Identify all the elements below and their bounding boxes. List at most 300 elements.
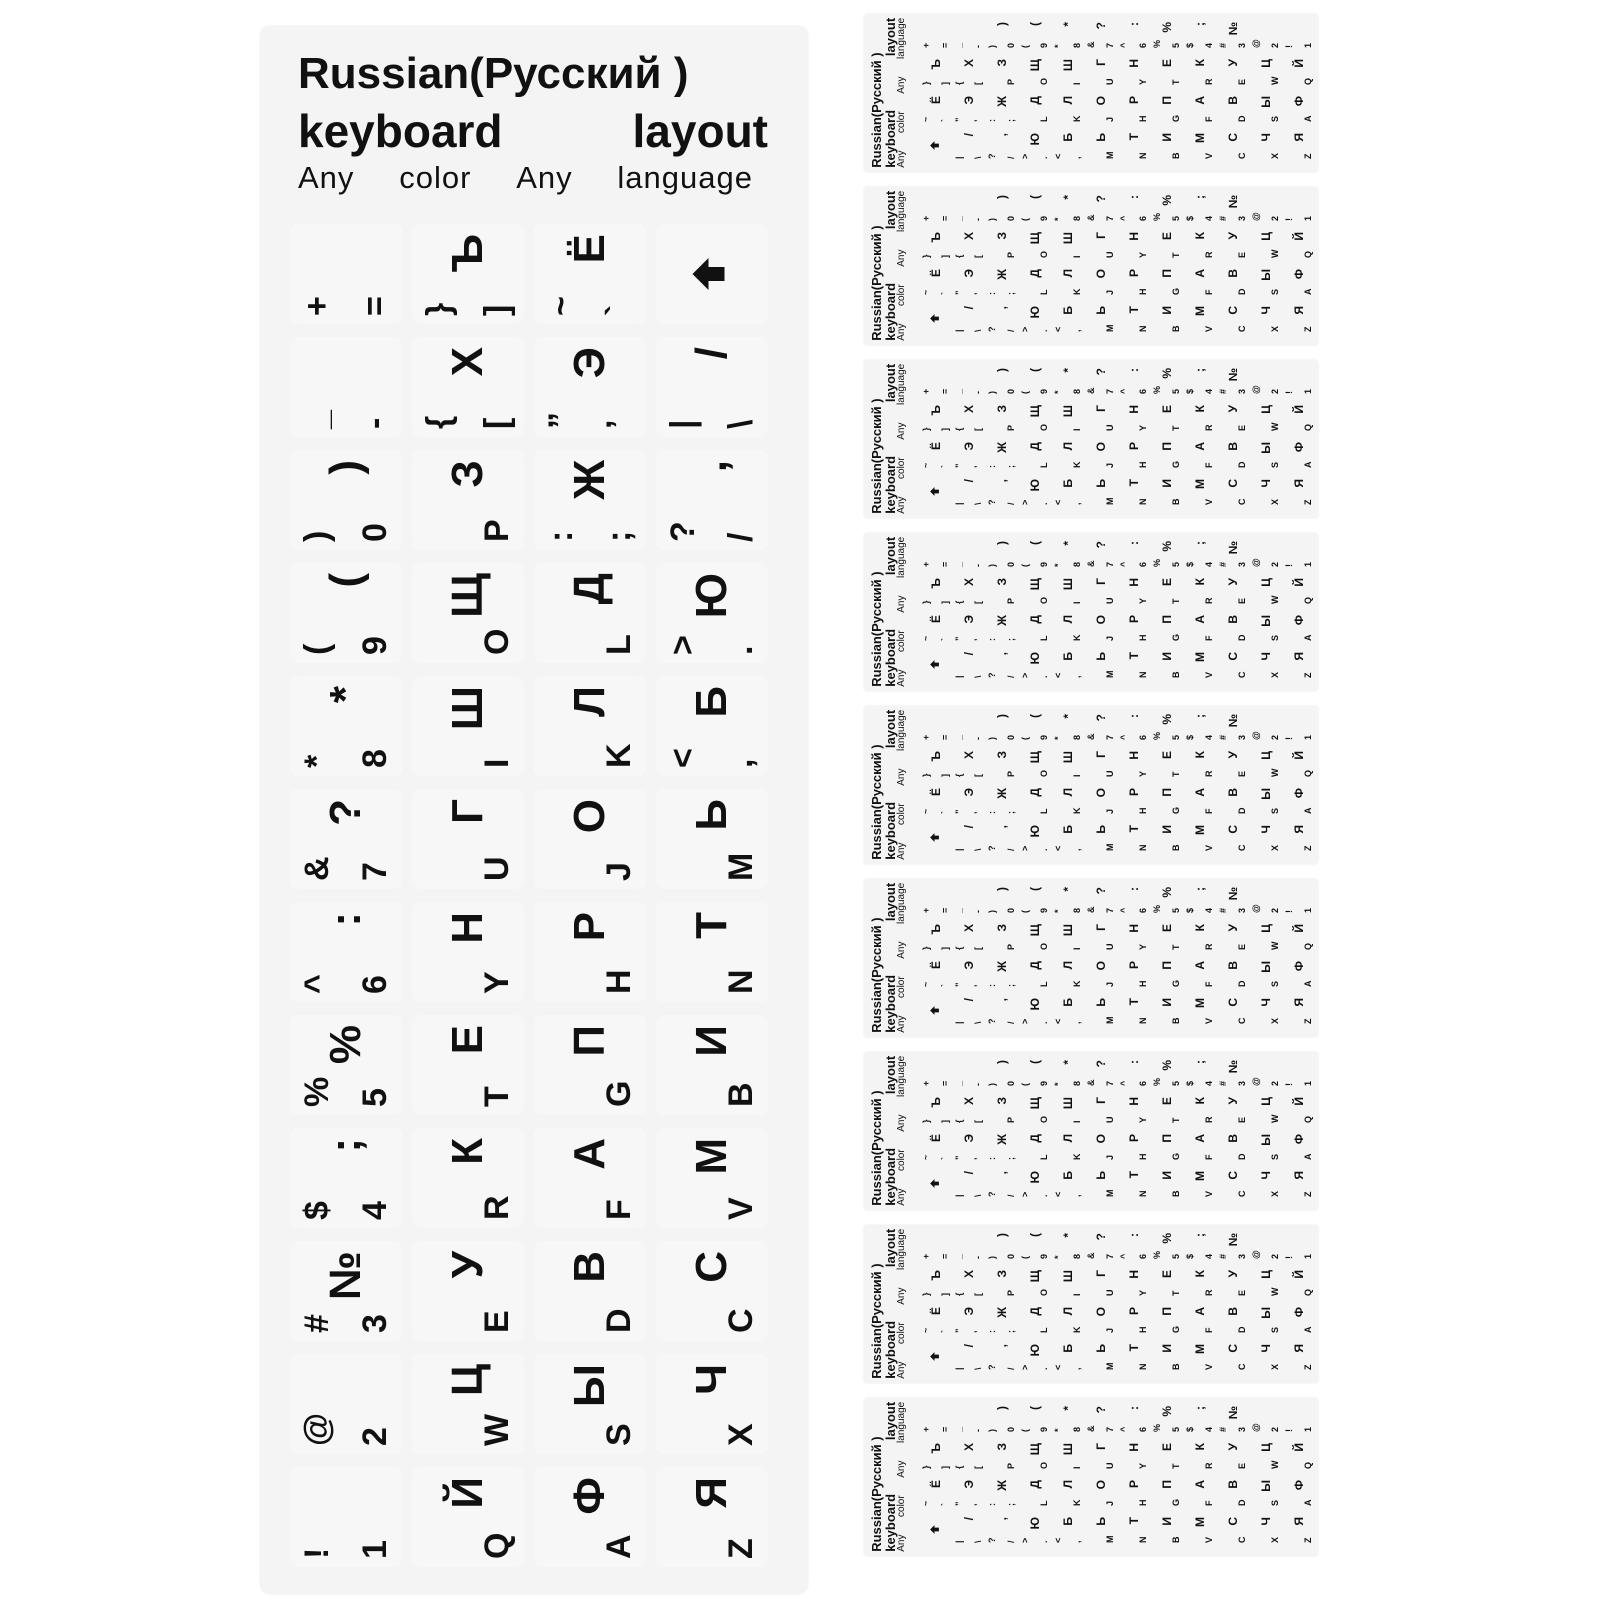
small-key-face bbox=[1218, 131, 1248, 161]
small-key bbox=[1052, 883, 1084, 917]
small-key bbox=[1217, 710, 1249, 744]
small-key-cyrillic: Р bbox=[1127, 788, 1141, 797]
small-key-cyrillic: Ц bbox=[1259, 1443, 1273, 1452]
small-key bbox=[1151, 18, 1183, 52]
small-title-line-1: Russian(Русский ) bbox=[869, 398, 884, 514]
small-key-cyrillic: В bbox=[1226, 961, 1240, 970]
small-key-latin: J bbox=[1105, 1154, 1115, 1160]
small-key-cyrillic: Е bbox=[1160, 924, 1174, 933]
small-key-face bbox=[987, 1132, 1017, 1162]
small-key-shift-symbol: ? bbox=[987, 499, 997, 505]
small-key-cyrillic: О bbox=[1094, 96, 1108, 106]
small-key-latin: 6 bbox=[1138, 388, 1148, 394]
small-key-cyrillic: Ю bbox=[1028, 998, 1042, 1011]
small-title-line-2 bbox=[884, 1402, 898, 1552]
small-key-cyrillic: ) bbox=[995, 714, 1009, 718]
small-key bbox=[920, 1476, 952, 1510]
small-key-latin: X bbox=[1270, 1363, 1280, 1370]
small-key bbox=[1118, 648, 1150, 682]
small-key-shift-symbol: ^ bbox=[1119, 907, 1129, 913]
small-key-latin: 8 bbox=[1072, 907, 1082, 913]
small-key-face bbox=[1119, 786, 1149, 816]
large-key-latin: S bbox=[600, 1423, 638, 1446]
small-key-face bbox=[1218, 20, 1248, 50]
small-key-latin: P bbox=[1006, 943, 1016, 950]
small-key bbox=[1085, 1229, 1117, 1263]
small-key-face bbox=[1020, 823, 1050, 853]
small-key-latin: Z bbox=[1303, 153, 1313, 159]
small-key-latin: 2 bbox=[1270, 907, 1280, 913]
small-key-shift-symbol: } bbox=[921, 1292, 931, 1296]
large-key-cyrillic: Й bbox=[443, 1477, 492, 1509]
small-key-cyrillic: Ц bbox=[1259, 1270, 1273, 1279]
small-key bbox=[986, 1130, 1018, 1164]
small-key-latin: C bbox=[1237, 1536, 1247, 1543]
small-key-cyrillic: Ё bbox=[929, 96, 943, 105]
large-key-latin: 0 bbox=[356, 523, 394, 542]
small-key-shift-symbol: > bbox=[1020, 326, 1030, 332]
small-key-cyrillic: Б bbox=[1061, 479, 1075, 488]
small-key-face bbox=[1053, 749, 1083, 779]
small-key-face bbox=[1152, 539, 1182, 569]
small-key-latin: ; bbox=[1006, 1330, 1016, 1333]
small-key bbox=[953, 574, 985, 608]
small-key-latin: S bbox=[1270, 1499, 1280, 1506]
small-key bbox=[986, 611, 1018, 645]
small-key-cyrillic: , bbox=[995, 825, 1009, 829]
small-key-latin: ; bbox=[1006, 1503, 1016, 1506]
small-key-cyrillic: О bbox=[1094, 269, 1108, 279]
title-color: color bbox=[399, 160, 472, 195]
small-key-latin: 0 bbox=[1006, 1253, 1016, 1259]
small-key-face bbox=[921, 1478, 951, 1508]
small-title-word: Any bbox=[896, 323, 908, 341]
small-key-face bbox=[1251, 885, 1281, 915]
small-key-latin: 7 bbox=[1105, 907, 1115, 913]
small-key bbox=[1118, 1167, 1150, 1201]
small-key-cyrillic: С bbox=[1226, 1171, 1240, 1180]
small-key-shift-symbol: $ bbox=[1185, 215, 1195, 221]
small-key-latin: H bbox=[1138, 115, 1148, 122]
small-key bbox=[1118, 475, 1150, 509]
small-key-face bbox=[1185, 267, 1215, 297]
small-key-shift-symbol: : bbox=[987, 638, 997, 641]
small-key-face bbox=[921, 94, 951, 124]
small-key-latin: , bbox=[1072, 156, 1082, 159]
small-title-word: Any bbox=[896, 941, 908, 959]
small-key-cyrillic: Д bbox=[1028, 615, 1042, 624]
small-key bbox=[920, 302, 952, 336]
small-key bbox=[1118, 1303, 1150, 1337]
small-key bbox=[1052, 648, 1084, 682]
small-key bbox=[1184, 574, 1216, 608]
small-key bbox=[1283, 1513, 1315, 1547]
small-key-latin: Z bbox=[1303, 1364, 1313, 1370]
small-key bbox=[1283, 265, 1315, 299]
small-key-latin: 8 bbox=[1072, 215, 1082, 221]
small-key-cyrillic: Ч bbox=[1259, 479, 1273, 488]
small-key bbox=[1250, 92, 1282, 126]
small-key bbox=[1118, 438, 1150, 472]
small-key bbox=[1118, 1130, 1150, 1164]
small-title-word: color bbox=[896, 457, 908, 480]
small-key-latin: / bbox=[1006, 1367, 1016, 1370]
small-key-latin: T bbox=[1171, 1117, 1181, 1123]
small-key-latin: L bbox=[1039, 1500, 1049, 1506]
small-key-latin: 7 bbox=[1105, 1426, 1115, 1432]
large-sticker-sheet bbox=[260, 26, 808, 1594]
small-key-face bbox=[1284, 539, 1314, 569]
small-key-face bbox=[954, 94, 984, 124]
small-key-face bbox=[1152, 1169, 1182, 1199]
large-key-face bbox=[662, 337, 762, 437]
small-key-latin: T bbox=[1171, 771, 1181, 777]
small-key-face bbox=[1284, 1169, 1314, 1199]
small-key bbox=[1151, 648, 1183, 682]
small-key bbox=[1118, 537, 1150, 571]
small-key bbox=[1184, 302, 1216, 336]
small-key-face bbox=[1284, 786, 1314, 816]
small-key-face bbox=[1086, 959, 1116, 989]
large-key-cyrillic: Щ bbox=[443, 573, 492, 618]
small-key bbox=[1283, 302, 1315, 336]
small-key-cyrillic: Т bbox=[1127, 479, 1141, 487]
small-key-face bbox=[1218, 1305, 1248, 1335]
small-key-face bbox=[1053, 267, 1083, 297]
small-key-face bbox=[954, 996, 984, 1026]
arrow-up-icon bbox=[929, 131, 943, 161]
small-key-latin: F bbox=[1204, 1500, 1214, 1506]
small-key-face bbox=[1053, 230, 1083, 260]
small-key-face bbox=[1218, 1441, 1248, 1471]
small-key-face bbox=[1086, 131, 1116, 161]
small-key-cyrillic: Ы bbox=[1259, 269, 1273, 281]
small-key bbox=[986, 1056, 1018, 1090]
small-key bbox=[1019, 1167, 1051, 1201]
small-key-cyrillic: Г bbox=[1094, 751, 1108, 758]
small-key-latin: Z bbox=[1303, 499, 1313, 505]
small-key bbox=[986, 883, 1018, 917]
small-key-latin: G bbox=[1171, 1325, 1181, 1333]
small-key-shift-symbol: $ bbox=[1185, 388, 1195, 394]
small-key-latin: 1 bbox=[1303, 42, 1313, 48]
small-key-cyrillic: ? bbox=[1094, 1060, 1108, 1068]
small-key-latin: ` bbox=[940, 1503, 950, 1506]
small-key-shift-symbol: > bbox=[1020, 1537, 1030, 1543]
small-key bbox=[920, 1303, 952, 1337]
large-key-cyrillic: Ц bbox=[443, 1364, 492, 1397]
small-key bbox=[1250, 994, 1282, 1028]
small-key bbox=[1151, 129, 1183, 163]
small-key bbox=[1052, 364, 1084, 398]
small-key-latin: C bbox=[1237, 498, 1247, 505]
small-key-face bbox=[1251, 1305, 1281, 1335]
small-key-latin: 9 bbox=[1039, 388, 1049, 394]
small-key-shift-symbol: ” bbox=[954, 290, 964, 295]
small-key-face bbox=[1053, 1095, 1083, 1125]
large-key bbox=[290, 450, 402, 550]
small-key-latin: B bbox=[1171, 325, 1181, 332]
small-key-latin: 6 bbox=[1138, 734, 1148, 740]
small-key-shift-symbol: + bbox=[921, 1080, 931, 1086]
large-key-shift-symbol: & bbox=[298, 856, 336, 881]
small-key bbox=[1019, 302, 1051, 336]
small-key-cyrillic: / bbox=[962, 652, 976, 656]
small-key bbox=[986, 994, 1018, 1028]
small-key bbox=[1019, 18, 1051, 52]
small-key bbox=[1052, 710, 1084, 744]
small-title-line-3 bbox=[897, 364, 908, 514]
small-key bbox=[953, 537, 985, 571]
small-key-cyrillic: Ы bbox=[1259, 96, 1273, 108]
small-key-latin: M bbox=[1105, 843, 1115, 851]
small-key-face bbox=[921, 403, 951, 433]
small-key bbox=[953, 302, 985, 336]
small-key-latin: F bbox=[1204, 116, 1214, 122]
small-key-latin: = bbox=[940, 1426, 950, 1432]
small-title-keyboard: keyboard bbox=[882, 283, 898, 341]
small-key-cyrillic: / bbox=[962, 1517, 976, 1521]
small-key-face bbox=[1086, 786, 1116, 816]
small-key-face bbox=[1284, 230, 1314, 260]
large-key bbox=[412, 1128, 524, 1228]
large-key-face bbox=[662, 1467, 762, 1567]
small-key bbox=[920, 401, 952, 435]
small-title-word: Any bbox=[896, 1114, 908, 1132]
small-key-face bbox=[1020, 230, 1050, 260]
small-key-face bbox=[1020, 1095, 1050, 1125]
small-title-word: color bbox=[896, 630, 908, 653]
small-title-word: language bbox=[896, 883, 908, 925]
small-key-shift-symbol: @ bbox=[1251, 385, 1261, 394]
small-key bbox=[1151, 920, 1183, 954]
large-key-latin: ; bbox=[600, 530, 638, 542]
small-title-word: Any bbox=[896, 1534, 908, 1552]
small-key-latin: V bbox=[1204, 498, 1214, 505]
small-key-latin: I bbox=[1072, 1293, 1082, 1296]
small-key-face bbox=[954, 1404, 984, 1434]
small-key-cyrillic: Щ bbox=[1028, 232, 1042, 245]
large-key-latin: A bbox=[600, 1534, 638, 1559]
small-key bbox=[1052, 1513, 1084, 1547]
small-key-face bbox=[1185, 576, 1215, 606]
small-key-face bbox=[1152, 885, 1182, 915]
small-key-cyrillic: Ы bbox=[1259, 961, 1273, 973]
small-key-shift-symbol: ? bbox=[987, 845, 997, 851]
small-key bbox=[1184, 191, 1216, 225]
small-key bbox=[1085, 648, 1117, 682]
small-key-cyrillic: Р bbox=[1127, 1134, 1141, 1143]
small-title-line-2 bbox=[884, 710, 898, 860]
small-key bbox=[1184, 784, 1216, 818]
small-key-cyrillic: , bbox=[995, 1517, 1009, 1521]
small-title-line-1: Russian(Русский ) bbox=[869, 1263, 884, 1379]
small-key-shift-symbol: ) bbox=[987, 564, 997, 567]
large-key-cyrillic: : bbox=[321, 912, 370, 927]
small-key-face bbox=[1053, 193, 1083, 223]
small-key-cyrillic: А bbox=[1193, 788, 1207, 797]
small-key-latin: R bbox=[1204, 597, 1214, 604]
small-key-cyrillic: : bbox=[1127, 368, 1141, 372]
small-key-latin: 4 bbox=[1204, 1426, 1214, 1432]
small-key-latin: F bbox=[1204, 462, 1214, 468]
small-key-latin: J bbox=[1105, 462, 1115, 468]
small-key bbox=[1052, 438, 1084, 472]
small-key-latin: 7 bbox=[1105, 561, 1115, 567]
small-key-shift-symbol: ” bbox=[954, 1501, 964, 1506]
small-key-cyrillic: ? bbox=[1094, 22, 1108, 30]
small-key-face bbox=[954, 1095, 984, 1125]
small-key-latin: . bbox=[1039, 675, 1049, 678]
small-key-latin: H bbox=[1138, 1326, 1148, 1333]
small-key-latin: R bbox=[1204, 1462, 1214, 1469]
large-key-latin: H bbox=[600, 969, 638, 994]
small-key bbox=[1217, 1266, 1249, 1300]
small-key-cyrillic: Т bbox=[1127, 1171, 1141, 1179]
small-key-latin: 6 bbox=[1138, 907, 1148, 913]
small-key-latin: J bbox=[1105, 808, 1115, 814]
small-key bbox=[1184, 92, 1216, 126]
small-key-shift-symbol: * bbox=[1053, 563, 1063, 567]
small-key-latin: 5 bbox=[1171, 1426, 1181, 1432]
small-key-shift-symbol: ! bbox=[1284, 45, 1294, 48]
small-key bbox=[1283, 1266, 1315, 1300]
small-key-shift-symbol: & bbox=[1086, 906, 1096, 913]
small-key-face bbox=[954, 1132, 984, 1162]
small-key-latin: Y bbox=[1138, 943, 1148, 950]
small-key-shift-symbol: @ bbox=[1251, 904, 1261, 913]
small-key-face bbox=[1020, 1478, 1050, 1508]
small-key-cyrillic: Ч bbox=[1259, 1517, 1273, 1526]
large-key-latin: G bbox=[600, 1080, 638, 1107]
small-key-face bbox=[1086, 1231, 1116, 1261]
small-key-face bbox=[1251, 712, 1281, 742]
small-key-face bbox=[1119, 403, 1149, 433]
small-key bbox=[1151, 1476, 1183, 1510]
small-key-cyrillic: П bbox=[1160, 96, 1174, 105]
small-key-face bbox=[1020, 304, 1050, 334]
small-key-face bbox=[1152, 57, 1182, 87]
large-key-latin: \ bbox=[722, 419, 760, 429]
small-key-latin: - bbox=[973, 737, 983, 740]
small-key-latin: O bbox=[1039, 1461, 1049, 1469]
small-key bbox=[1250, 920, 1282, 954]
small-key-latin: C bbox=[1237, 152, 1247, 159]
small-key-face bbox=[1152, 613, 1182, 643]
large-key-latin: 5 bbox=[356, 1088, 394, 1107]
small-key-face bbox=[1185, 539, 1215, 569]
small-key-latin: X bbox=[1270, 844, 1280, 851]
small-key-shift-symbol: % bbox=[1152, 1423, 1162, 1432]
small-key-cyrillic: Ч bbox=[1259, 825, 1273, 834]
small-title-layout: layout bbox=[882, 1402, 898, 1441]
small-key-latin: 3 bbox=[1237, 734, 1247, 740]
small-key-face bbox=[1185, 712, 1215, 742]
small-key bbox=[1085, 920, 1117, 954]
small-key-cyrillic: З bbox=[995, 924, 1009, 932]
small-key-cyrillic: Г bbox=[1094, 405, 1108, 412]
small-key-cyrillic: Ы bbox=[1259, 1480, 1273, 1492]
small-key-shift-symbol: < bbox=[1053, 1018, 1063, 1024]
large-key-cyrillic: * bbox=[321, 686, 370, 704]
small-key bbox=[1217, 747, 1249, 781]
small-key-face bbox=[1284, 576, 1314, 606]
small-key bbox=[1184, 1266, 1216, 1300]
large-key bbox=[290, 676, 402, 776]
small-key-latin: P bbox=[1006, 78, 1016, 85]
small-key bbox=[1019, 129, 1051, 163]
small-key-cyrillic: О bbox=[1094, 615, 1108, 625]
small-key-face bbox=[1218, 193, 1248, 223]
large-key-face bbox=[540, 1354, 640, 1454]
small-key bbox=[1217, 648, 1249, 682]
small-key-latin: O bbox=[1039, 250, 1049, 258]
small-key-face bbox=[921, 1515, 951, 1545]
small-key-cyrillic: Б bbox=[1061, 1344, 1075, 1353]
small-key bbox=[1184, 994, 1216, 1028]
small-key-latin: N bbox=[1138, 671, 1148, 678]
small-key-face bbox=[1152, 403, 1182, 433]
small-key bbox=[1118, 611, 1150, 645]
small-key-cyrillic: Я bbox=[1292, 825, 1306, 834]
large-key bbox=[412, 676, 524, 776]
small-key-face bbox=[1185, 131, 1215, 161]
small-key bbox=[1052, 537, 1084, 571]
small-key-shift-symbol: } bbox=[921, 427, 931, 431]
small-key-cyrillic: № bbox=[1226, 1060, 1240, 1074]
small-sheet-title bbox=[870, 364, 908, 514]
small-key-face bbox=[1119, 193, 1149, 223]
small-key-latin: U bbox=[1105, 597, 1115, 604]
large-key bbox=[290, 1015, 402, 1115]
small-key-face bbox=[1053, 1478, 1083, 1508]
large-key bbox=[656, 676, 768, 776]
small-key bbox=[920, 574, 952, 608]
small-key-shift-symbol: < bbox=[1053, 672, 1063, 678]
small-key-face bbox=[1185, 922, 1215, 952]
small-key-face bbox=[1152, 996, 1182, 1026]
small-key-face bbox=[1185, 1342, 1215, 1372]
small-key-cyrillic: З bbox=[995, 1097, 1009, 1105]
small-key-face bbox=[1284, 304, 1314, 334]
small-key bbox=[1052, 265, 1084, 299]
small-key-shift-symbol: ) bbox=[987, 45, 997, 48]
small-key-shift-symbol: * bbox=[1053, 217, 1063, 221]
small-title-keyboard: keyboard bbox=[882, 802, 898, 860]
small-key-shift-symbol: ? bbox=[987, 1191, 997, 1197]
small-key bbox=[1052, 1266, 1084, 1300]
small-key-face bbox=[1251, 440, 1281, 470]
small-key-cyrillic: / bbox=[962, 825, 976, 829]
small-key-latin: V bbox=[1204, 325, 1214, 332]
small-key-shift-symbol: % bbox=[1152, 39, 1162, 48]
small-key bbox=[1118, 55, 1150, 89]
small-key-face bbox=[954, 131, 984, 161]
small-key-cyrillic: ( bbox=[1028, 1406, 1042, 1410]
small-key-cyrillic: Ш bbox=[1061, 751, 1075, 764]
small-key-latin: 0 bbox=[1006, 388, 1016, 394]
large-key-face bbox=[540, 789, 640, 889]
large-key-latin: V bbox=[722, 1197, 760, 1220]
large-key-latin: J bbox=[600, 862, 638, 881]
small-key-cyrillic: В bbox=[1226, 788, 1240, 797]
small-key-shift-symbol: ^ bbox=[1119, 215, 1129, 221]
small-key-latin: N bbox=[1138, 325, 1148, 332]
small-key-latin: ; bbox=[1006, 984, 1016, 987]
small-key-shift-symbol: + bbox=[921, 1253, 931, 1259]
small-key bbox=[1217, 1402, 1249, 1436]
small-key-cyrillic: № bbox=[1226, 714, 1240, 728]
